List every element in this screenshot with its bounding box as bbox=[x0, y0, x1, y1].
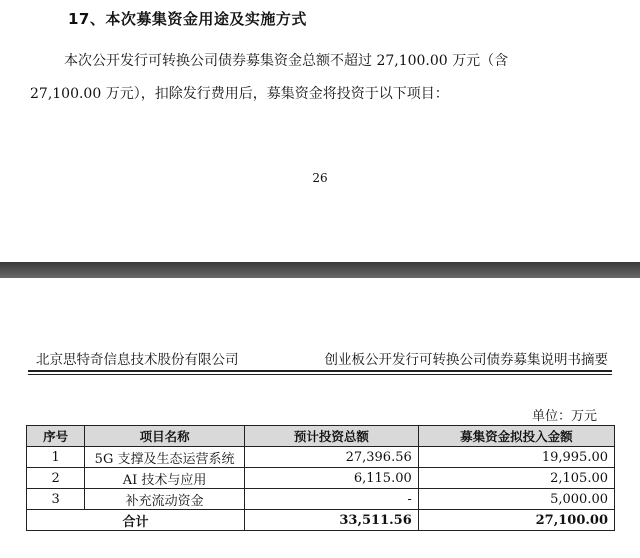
col-header-no: 序号 bbox=[27, 426, 85, 447]
cell-total-label: 合计 bbox=[27, 510, 245, 531]
cell-total-investment: 33,511.56 bbox=[244, 510, 418, 531]
company-name: 北京思特奇信息技术股份有限公司 bbox=[36, 352, 239, 368]
cell-no: 2 bbox=[27, 468, 85, 489]
cell-no: 3 bbox=[27, 489, 85, 510]
cell-total-investment: - bbox=[244, 489, 418, 510]
header-rule bbox=[28, 370, 612, 372]
fund-usage-table bbox=[26, 425, 615, 531]
cell-raised-funds: 19,995.00 bbox=[418, 447, 614, 468]
col-header-raised-funds: 募集资金拟投入金额 bbox=[418, 426, 614, 447]
cell-raised-funds: 2,105.00 bbox=[418, 468, 614, 489]
col-header-total-investment: 预计投资总额 bbox=[244, 426, 418, 447]
page-number: 26 bbox=[312, 171, 328, 185]
table-row bbox=[27, 468, 615, 489]
cell-total-raised-funds: 27,100.00 bbox=[418, 510, 614, 531]
table-row bbox=[27, 489, 615, 510]
table-row bbox=[27, 447, 615, 468]
running-header bbox=[36, 348, 608, 368]
cell-no: 1 bbox=[27, 447, 85, 468]
table-header-row bbox=[27, 426, 615, 447]
document-title: 创业板公开发行可转换公司债券募集说明书摘要 bbox=[324, 352, 608, 368]
cell-total-investment: 6,115.00 bbox=[244, 468, 418, 489]
cell-raised-funds: 5,000.00 bbox=[418, 489, 614, 510]
section-heading: 17、本次募集资金用途及实施方式 bbox=[68, 10, 307, 28]
cell-total-investment: 27,396.56 bbox=[244, 447, 418, 468]
cell-project: 补充流动资金 bbox=[85, 489, 245, 510]
paragraph-line-2: 27,100.00 万元），扣除发行费用后，募集资金将投资于以下项目： bbox=[30, 86, 449, 102]
unit-label: 单位：万元 bbox=[532, 409, 598, 424]
table-total-row bbox=[27, 510, 615, 531]
paragraph-line-1: 本次公开发行可转换公司债券募集资金总额不超过 27,100.00 万元（含 bbox=[64, 53, 509, 69]
cell-project: AI 技术与应用 bbox=[85, 468, 245, 489]
cell-project: 5G 支撑及生态运营系统 bbox=[85, 447, 245, 468]
page-separator bbox=[0, 262, 640, 278]
col-header-project: 项目名称 bbox=[85, 426, 245, 447]
page-top bbox=[0, 0, 640, 262]
header-rule bbox=[28, 374, 612, 375]
